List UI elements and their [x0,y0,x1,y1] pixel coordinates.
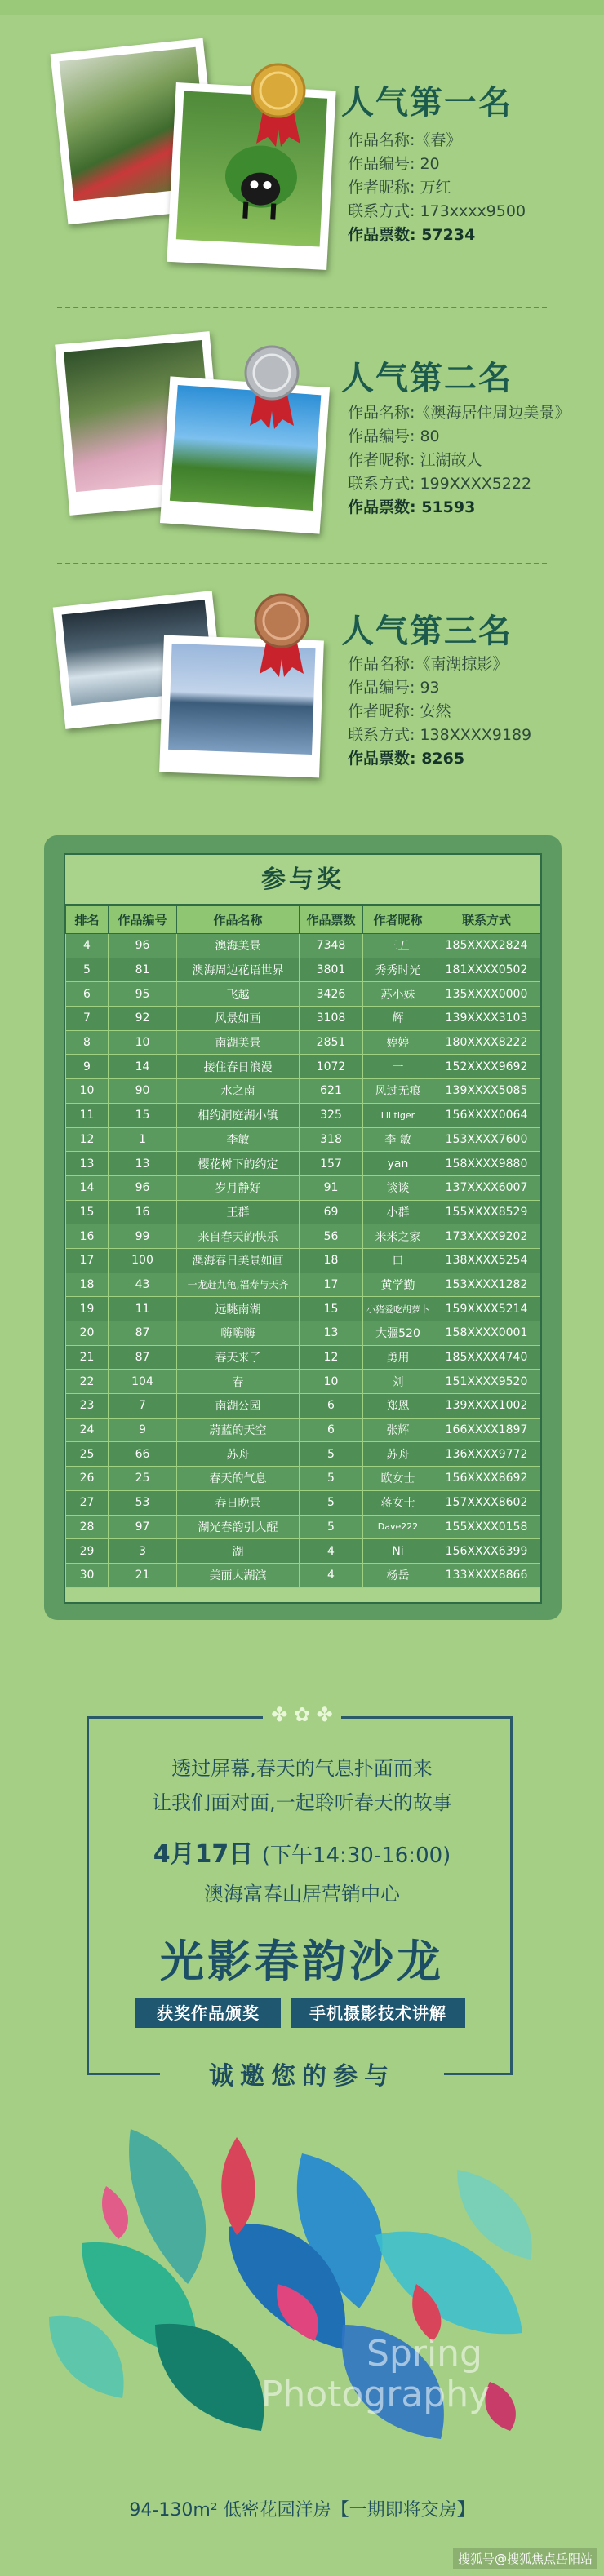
table-cell: 7 [66,1007,109,1031]
table-cell: 苏舟 [177,1442,300,1467]
winner-3-author: 作者昵称: 安然 [348,702,451,720]
table-cell: 李 敏 [363,1127,433,1152]
table-row [66,1515,540,1539]
table-cell: 56 [300,1224,363,1249]
table-cell: 13 [109,1152,177,1176]
table-cell: 美丽大湖滨 [177,1563,300,1587]
table-cell: 95 [109,982,177,1007]
table-cell: 97 [109,1515,177,1539]
table-cell: 18 [300,1248,363,1273]
winner-3-contact: 联系方式: 138XXXX9189 [348,726,532,744]
table-row [66,1321,540,1346]
table-cell: 92 [109,1007,177,1031]
table-cell: 来自春天的快乐 [177,1224,300,1249]
table-row [66,1127,540,1152]
table-cell: 173XXXX9202 [433,1224,540,1249]
table-cell: 325 [300,1103,363,1127]
table-cell: yan [363,1152,433,1176]
table-row [66,982,540,1007]
table-cell: 4 [300,1539,363,1564]
table-cell: 185XXXX4740 [433,1345,540,1370]
winner-2-votes: 作品票数: 51593 [348,498,476,516]
footer-slogan: 94-130m² 低密花园洋房【一期即将交房】 [129,2500,475,2521]
table-cell: 3108 [300,1007,363,1031]
table-cell: 12 [66,1127,109,1152]
table-row [66,934,540,958]
table-row [66,1539,540,1564]
table-cell: 15 [109,1103,177,1127]
table-cell: 欧女士 [363,1467,433,1491]
table-row [66,1273,540,1297]
table-cell: 春日晚景 [177,1490,300,1515]
table-cell: 13 [300,1321,363,1346]
top-strip [0,0,604,15]
table-cell: 一龙赶九龟,福寿与天齐 [177,1273,300,1297]
winner-1-author: 作者昵称: 万红 [348,179,451,197]
tag-award-ceremony: 获奖作品颁奖 [135,1998,281,2028]
table-cell: 苏小妹 [363,982,433,1007]
table-cell: 6 [300,1394,363,1419]
table-cell: 5 [300,1442,363,1467]
table-cell: 3 [109,1539,177,1564]
table-cell: 15 [300,1297,363,1321]
table-cell: 139XXXX3103 [433,1007,540,1031]
table-cell: 28 [66,1515,109,1539]
table-cell: 南湖公园 [177,1394,300,1419]
table-row [66,1055,540,1079]
table-cell: 4 [66,934,109,958]
bronze-medal-icon [253,592,310,682]
table-cell: 澳海周边花语世界 [177,958,300,982]
table-row [66,1007,540,1031]
table-cell: 8 [66,1030,109,1055]
event-date: 4月17日 [153,1840,254,1869]
clover-icon: ✤ ✿ ✤ [263,1703,341,1729]
table-cell: 三五 [363,934,433,958]
table-cell: 156XXXX6399 [433,1539,540,1564]
table-cell: 20 [66,1321,109,1346]
winner-2-work-name: 作品名称:《澳海居住周边美景》 [348,404,571,422]
table-cell: 小猪爱吃胡萝卜 [363,1297,433,1321]
award-table-header-row [66,906,540,934]
table-cell: 5 [300,1515,363,1539]
award-table-frame [44,835,562,1620]
table-cell: 16 [66,1224,109,1249]
table-cell: 南湖美景 [177,1030,300,1055]
table-cell: 蔚蓝的天空 [177,1418,300,1442]
table-cell: 10 [109,1030,177,1055]
table-row [66,958,540,982]
winner-3-work-name: 作品名称:《南湖掠影》 [348,655,509,673]
table-row [66,1490,540,1515]
table-row [66,1467,540,1491]
winner-3-info [348,653,531,771]
table-row [66,1563,540,1587]
event-datetime [0,1834,604,1870]
table-cell: 157 [300,1152,363,1176]
table-cell: 11 [109,1297,177,1321]
table-cell: 155XXXX0158 [433,1515,540,1539]
event-time: (下午14:30-16:00) [261,1843,451,1868]
table-cell: 9 [109,1418,177,1442]
table-row [66,1442,540,1467]
award-table-body [66,934,540,1588]
table-cell: 小群 [363,1200,433,1224]
table-cell: 6 [300,1418,363,1442]
table-cell: 苏舟 [363,1442,433,1467]
table-cell: 180XXXX8222 [433,1030,540,1055]
table-cell: 樱花树下的约定 [177,1152,300,1176]
table-row [66,1030,540,1055]
table-cell: 185XXXX2824 [433,934,540,958]
table-cell: 刘 [363,1370,433,1394]
winner-second [0,320,604,564]
table-cell: 1072 [300,1055,363,1079]
table-cell: 飞越 [177,982,300,1007]
table-cell: 135XXXX0000 [433,982,540,1007]
winner-3-work-number: 作品编号: 93 [348,679,440,697]
table-cell: 7348 [300,934,363,958]
art-word-photography: Photography [260,2374,491,2415]
table-cell: 25 [66,1442,109,1467]
table-cell: 9 [66,1055,109,1079]
gold-medal-icon [250,62,307,152]
table-cell: 勇用 [363,1345,433,1370]
source-watermark: 搜狐号@搜狐焦点岳阳站 [453,2548,597,2569]
table-cell: 137XXXX6007 [433,1175,540,1200]
award-table-title: 参与奖 [65,855,540,905]
winner-2-info [348,401,570,520]
table-cell: 嗨嗨嗨 [177,1321,300,1346]
table-cell: 90 [109,1079,177,1104]
table-cell: 黄学勤 [363,1273,433,1297]
table-cell: 158XXXX0001 [433,1321,540,1346]
table-cell: 澳海春日美景如画 [177,1248,300,1273]
table-cell: 14 [66,1175,109,1200]
table-cell: 郑恩 [363,1394,433,1419]
table-cell: 春 [177,1370,300,1394]
award-table-header-cell: 作者昵称 [363,906,433,934]
table-cell: 66 [109,1442,177,1467]
table-row [66,1297,540,1321]
table-cell: 21 [109,1563,177,1587]
winner-1-title: 人气第一名 [341,84,513,122]
table-cell: 春天来了 [177,1345,300,1370]
divider-2 [57,563,547,564]
winner-1-work-number: 作品编号: 20 [348,155,440,173]
event-invite: 诚邀您的参与 [160,2059,444,2095]
winner-2-title: 人气第二名 [341,360,513,397]
table-cell: 大疆520 [363,1321,433,1346]
table-cell: 相约洞庭湖小镇 [177,1103,300,1127]
table-cell: 621 [300,1079,363,1104]
table-cell: 133XXXX8866 [433,1563,540,1587]
winner-third [0,571,604,816]
table-cell: 139XXXX1002 [433,1394,540,1419]
winner-1-votes: 作品票数: 57234 [348,226,476,244]
table-cell: 87 [109,1321,177,1346]
table-cell: 12 [300,1345,363,1370]
table-cell: 96 [109,934,177,958]
table-cell: 蒋女士 [363,1490,433,1515]
table-cell: 王群 [177,1200,300,1224]
winner-1-info [348,129,526,247]
leaf-artwork [33,2121,571,2463]
table-cell: 156XXXX0064 [433,1103,540,1127]
table-cell: 23 [66,1394,109,1419]
table-cell: 远眺南湖 [177,1297,300,1321]
winner-2-author: 作者昵称: 江湖故人 [348,451,482,469]
table-cell: 3801 [300,958,363,982]
table-cell: 30 [66,1563,109,1587]
table-row [66,1079,540,1104]
table-cell: 21 [66,1345,109,1370]
table-cell: 158XXXX9880 [433,1152,540,1176]
table-cell: 104 [109,1370,177,1394]
table-cell: Ni [363,1539,433,1564]
table-cell: 181XXXX0502 [433,958,540,982]
winner-first [0,16,604,261]
table-cell: 166XXXX1897 [433,1418,540,1442]
table-cell: 159XXXX5214 [433,1297,540,1321]
event-line-1: 透过屏幕,春天的气息扑面而来 [171,1757,433,1780]
table-cell: 156XXXX8692 [433,1467,540,1491]
silver-medal-icon [243,344,300,434]
table-cell: 153XXXX1282 [433,1273,540,1297]
award-table-header-cell: 作品名称 [177,906,300,934]
table-row [66,1418,540,1442]
table-cell: 李敏 [177,1127,300,1152]
table-cell: 接住春日浪漫 [177,1055,300,1079]
table-cell: 10 [300,1370,363,1394]
table-cell: 96 [109,1175,177,1200]
table-cell: 81 [109,958,177,982]
table-cell: 湖光春韵引人醒 [177,1515,300,1539]
table-cell: 22 [66,1370,109,1394]
table-cell: 7 [109,1394,177,1419]
table-row [66,1103,540,1127]
table-cell: 张辉 [363,1418,433,1442]
table-cell: 风景如画 [177,1007,300,1031]
table-cell: 口 [363,1248,433,1273]
table-row [66,1200,540,1224]
table-cell: 17 [66,1248,109,1273]
table-cell: 24 [66,1418,109,1442]
table-cell: 13 [66,1152,109,1176]
award-table-header-cell: 作品编号 [109,906,177,934]
table-cell: 谈谈 [363,1175,433,1200]
table-row [66,1248,540,1273]
table-cell: 6 [66,982,109,1007]
table-cell: 27 [66,1490,109,1515]
table-cell: 152XXXX9692 [433,1055,540,1079]
table-cell: Dave222 [363,1515,433,1539]
award-table-header-cell: 排名 [66,906,109,934]
award-table [65,905,540,1588]
table-cell: 53 [109,1490,177,1515]
table-cell: 155XXXX8529 [433,1200,540,1224]
table-cell: 1 [109,1127,177,1152]
table-cell: 26 [66,1467,109,1491]
table-cell: 25 [109,1467,177,1491]
table-row [66,1152,540,1176]
table-cell: 2851 [300,1030,363,1055]
table-cell: 婷婷 [363,1030,433,1055]
table-cell: 5 [300,1490,363,1515]
table-cell: 5 [66,958,109,982]
table-cell: 43 [109,1273,177,1297]
table-cell: 136XXXX9772 [433,1442,540,1467]
winner-2-contact: 联系方式: 199XXXX5222 [348,475,532,493]
table-cell: 19 [66,1297,109,1321]
winner-1-work-name: 作品名称:《春》 [348,131,462,149]
table-cell: 10 [66,1079,109,1104]
winner-2-work-number: 作品编号: 80 [348,427,440,445]
table-cell: 风过无痕 [363,1079,433,1104]
event-headline: 光影春韵沙龙 [160,1935,444,1987]
award-table-header-cell: 作品票数 [300,906,363,934]
table-cell: 岁月静好 [177,1175,300,1200]
table-row [66,1394,540,1419]
table-cell: 69 [300,1200,363,1224]
table-cell: 14 [109,1055,177,1079]
table-cell: 18 [66,1273,109,1297]
table-cell: 3426 [300,982,363,1007]
table-row [66,1224,540,1249]
table-cell: 318 [300,1127,363,1152]
table-cell: 秀秀时光 [363,958,433,982]
event-line-2: 让我们面对面,一起聆听春天的故事 [152,1791,452,1814]
table-cell: 澳海美景 [177,934,300,958]
table-cell: 15 [66,1200,109,1224]
table-cell: 5 [300,1467,363,1491]
winner-3-title: 人气第三名 [341,613,513,650]
tag-photo-lecture: 手机摄影技术讲解 [291,1998,465,2028]
event-venue: 澳海富春山居营销中心 [204,1883,400,1905]
table-row [66,1345,540,1370]
table-cell: 157XXXX8602 [433,1490,540,1515]
table-cell: 辉 [363,1007,433,1031]
table-cell: 17 [300,1273,363,1297]
table-row [66,1175,540,1200]
award-table-header-cell: 联系方式 [433,906,540,934]
table-cell: 杨岳 [363,1563,433,1587]
table-cell: 151XXXX9520 [433,1370,540,1394]
table-cell: 11 [66,1103,109,1127]
art-word-spring: Spring [366,2333,482,2375]
table-cell: 湖 [177,1539,300,1564]
table-cell: 91 [300,1175,363,1200]
divider-1 [57,307,547,308]
table-cell: 4 [300,1563,363,1587]
table-cell: 春天的气息 [177,1467,300,1491]
table-cell: 138XXXX5254 [433,1248,540,1273]
table-cell: 米米之家 [363,1224,433,1249]
table-cell: 99 [109,1224,177,1249]
award-table-panel [64,853,542,1604]
table-cell: 一 [363,1055,433,1079]
winner-3-votes: 作品票数: 8265 [348,750,465,768]
table-cell: 100 [109,1248,177,1273]
table-cell: 153XXXX7600 [433,1127,540,1152]
table-cell: 139XXXX5085 [433,1079,540,1104]
table-row [66,1370,540,1394]
table-cell: 16 [109,1200,177,1224]
winner-1-contact: 联系方式: 173xxxx9500 [348,202,526,220]
table-cell: 87 [109,1345,177,1370]
table-cell: 29 [66,1539,109,1564]
table-cell: Lil tiger [363,1103,433,1127]
table-cell: 水之南 [177,1079,300,1104]
